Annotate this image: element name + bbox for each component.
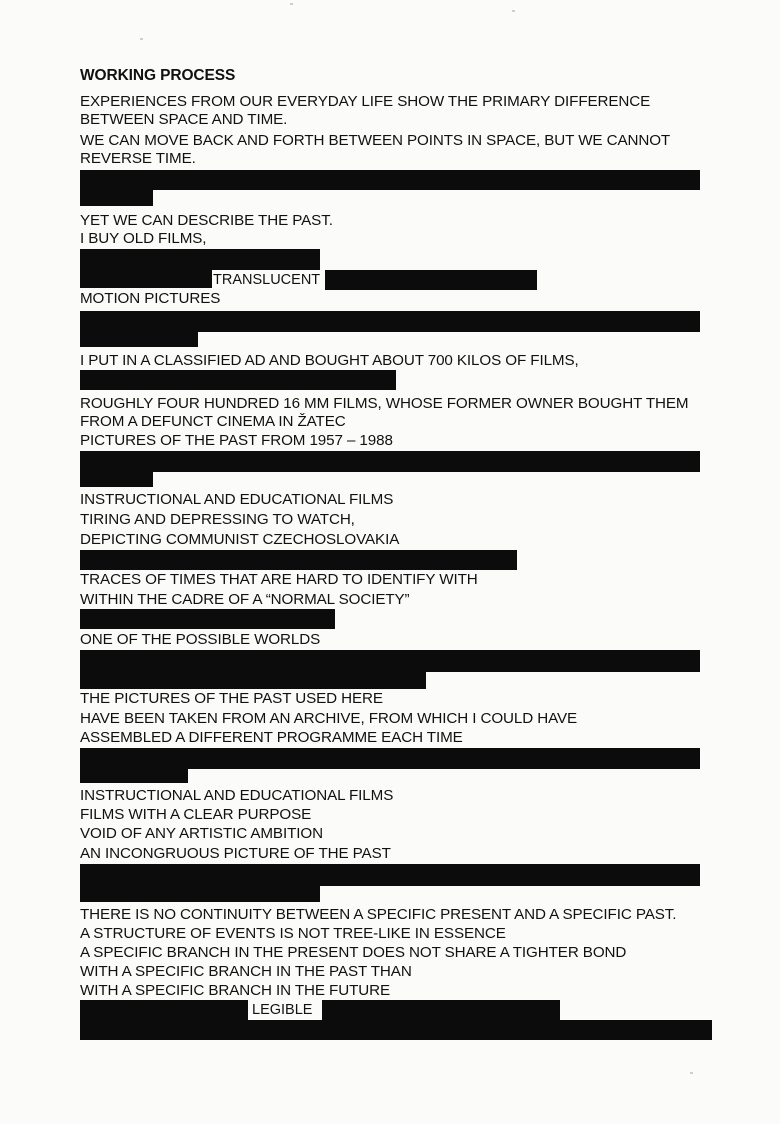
paper-speck: [690, 1072, 693, 1074]
text-line-9: ROUGHLY FOUR HUNDRED 16 MM FILMS, WHOSE FORMER OWNER BOUGHT THEM: [80, 395, 689, 412]
text-line-29: WITH A SPECIFIC BRANCH IN THE FUTURE: [80, 982, 391, 999]
redaction-bar: [80, 748, 700, 769]
paper-speck: [140, 38, 143, 40]
redaction-bar: [80, 470, 153, 487]
redaction-bar: [80, 451, 700, 472]
text-line-27: A SPECIFIC BRANCH IN THE PRESENT DOES NOT SHARE A TIGHTER BOND: [80, 944, 627, 961]
translucent-word: TRANSLUCENT: [213, 272, 321, 288]
text-line-6: I BUY OLD FILMS,: [80, 230, 207, 247]
redaction-bar: [80, 767, 188, 783]
text-line-4: REVERSE TIME.: [80, 150, 196, 167]
text-line-5: YET WE CAN DESCRIBE THE PAST.: [80, 212, 333, 229]
redaction-bar: [80, 650, 700, 672]
redaction-bar: [80, 1020, 712, 1040]
text-line-20: ASSEMBLED A DIFFERENT PROGRAMME EACH TIME: [80, 729, 463, 746]
text-line-2: BETWEEN SPACE AND TIME.: [80, 111, 288, 128]
text-line-16: WITHIN THE CADRE OF A “NORMAL SOCIETY”: [80, 591, 410, 608]
redaction-bar: [325, 270, 537, 290]
text-line-26: A STRUCTURE OF EVENTS IS NOT TREE-LIKE IN ESSENCE: [80, 925, 506, 942]
text-line-14: DEPICTING COMMUNIST CZECHOSLOVAKIA: [80, 531, 400, 548]
redaction-bar: [80, 550, 517, 570]
redaction-bar: [80, 170, 700, 190]
redaction-bar: [322, 1000, 560, 1022]
text-line-19: HAVE BEEN TAKEN FROM AN ARCHIVE, FROM WHICH I COULD HAVE: [80, 710, 578, 727]
text-line-17: ONE OF THE POSSIBLE WORLDS: [80, 631, 321, 648]
text-line-18: THE PICTURES OF THE PAST USED HERE: [80, 690, 383, 707]
text-line-1: EXPERIENCES FROM OUR EVERYDAY LIFE SHOW THE PRIMARY DIFFERENCE: [80, 93, 651, 110]
document-heading: WORKING PROCESS: [80, 67, 236, 84]
text-line-15: TRACES OF TIMES THAT ARE HARD TO IDENTIFY WITH: [80, 571, 478, 588]
text-line-22: FILMS WITH A CLEAR PURPOSE: [80, 806, 312, 823]
redaction-bar: [80, 370, 396, 390]
text-line-23: VOID OF ANY ARTISTIC AMBITION: [80, 825, 323, 842]
paper-speck: [290, 3, 293, 5]
redaction-bar: [80, 268, 212, 288]
redaction-bar: [80, 1000, 248, 1022]
text-line-10: FROM A DEFUNCT CINEMA IN ŽATEC: [80, 413, 346, 430]
text-line-24: AN INCONGRUOUS PICTURE OF THE PAST: [80, 845, 391, 862]
redaction-bar: [80, 311, 700, 332]
text-line-25: THERE IS NO CONTINUITY BETWEEN A SPECIFIC PRESENT AND A SPECIFIC PAST.: [80, 906, 677, 923]
text-line-12: INSTRUCTIONAL AND EDUCATIONAL FILMS: [80, 491, 394, 508]
redaction-bar: [80, 188, 153, 206]
text-line-3: WE CAN MOVE BACK AND FORTH BETWEEN POINTS IN SPACE, BUT WE CANNOT: [80, 132, 671, 149]
text-line-28: WITH A SPECIFIC BRANCH IN THE PAST THAN: [80, 963, 412, 980]
text-line-7: MOTION PICTURES: [80, 290, 221, 307]
redaction-bar: [80, 670, 426, 689]
text-line-21: INSTRUCTIONAL AND EDUCATIONAL FILMS: [80, 787, 394, 804]
redaction-bar: [80, 884, 320, 902]
redaction-bar: [80, 249, 320, 270]
text-line-13: TIRING AND DEPRESSING TO WATCH,: [80, 511, 355, 528]
paper-speck: [512, 10, 515, 12]
redaction-bar: [80, 609, 335, 629]
text-line-11: PICTURES OF THE PAST FROM 1957 – 1988: [80, 432, 393, 449]
legible-word: LEGIBLE: [252, 1002, 313, 1018]
text-line-8: I PUT IN A CLASSIFIED AD AND BOUGHT ABOUT 700 KILOS OF FILMS,: [80, 352, 579, 369]
redaction-bar: [80, 330, 198, 347]
redaction-bar: [80, 864, 700, 886]
